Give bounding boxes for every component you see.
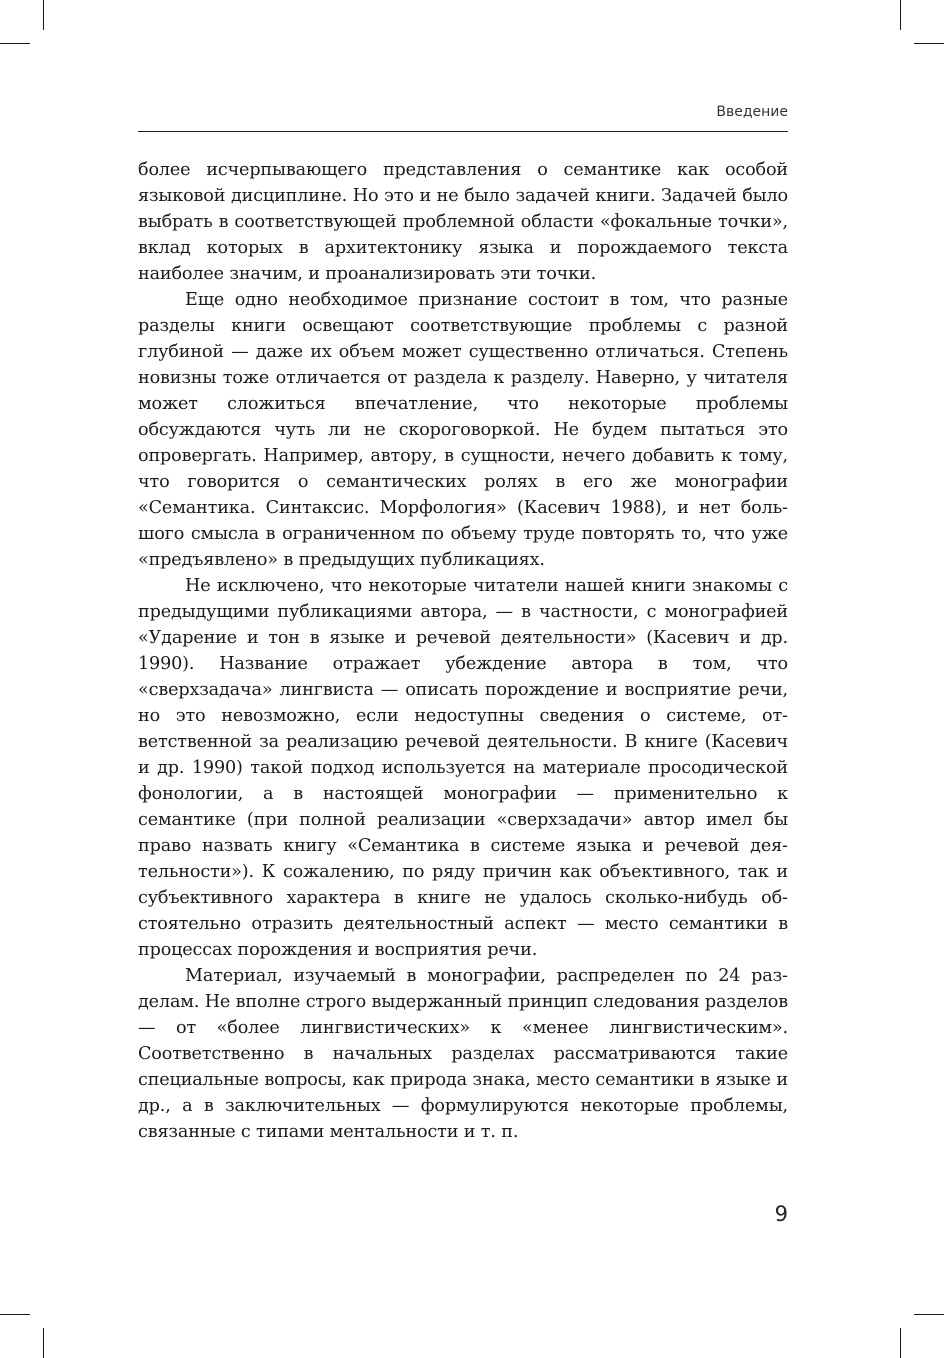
crop-mark-top-left-vertical bbox=[43, 0, 44, 30]
crop-mark-bottom-right-vertical bbox=[900, 1328, 901, 1358]
paragraph-3: Не исключено, что некоторые читатели нашей книги знакомы с предыдущими публикациями автора, — в частности, с монографией «Ударение и тон в языке и речевой деятельности» (Касевич и др. 1990). Название отражает убеждение автора в том, что «сверхзадача» лингвиста — описать порождение и восприятие речи, но это невозможно, если недоступны сведения о системе, ответственной за реализацию речевой деятельности. В книге (Касевич и др. 1990) такой подход используется на материале просодической фонологии, а в настоящей монографии — применительно к семантике (при полной реализации «сверхзадачи» автор имел бы право назвать книгу «Семантика в системе языка и речевой деятельности»). К сожалению, по ряду причин как объективного, так и субъективного характера в книге не удалось сколько-нибудь обстоятельно отразить деятельностный аспект — место семантики в процессах порождения и восприятия речи. bbox=[138, 576, 788, 960]
paragraph-1: более исчерпывающего представления о семантике как особой языковой дисциплине. Но это и не было задачей книги. Задачей было выбрать в соответствующей проблемной области «фокальные точки», вклад которых в архитектонику языка и порождаемого текста наиболее значим, и проанализировать эти точки. bbox=[138, 160, 788, 284]
paragraph-2: Еще одно необходимое признание состоит в том, что разные разделы книги освещают соответствующие проблемы с разной глубиной — даже их объем может существенно отличаться. Степень новизны тоже отличается от раздела к разделу. Наверно, у читателя может сложиться впечатление, что некоторые проблемы обсуждаются чуть ли не скороговоркой. Не будем пытаться это опровергать. Например, автору, в сущности, нечего добавить к тому, что говорится о семантических ролях в его же монографии «Семантика. Синтаксис. Морфология» (Касевич 1988), и нет большого смысла в ограниченном по объему труде повторять то, что уже «предъявлено» в предыдущих публикациях. bbox=[138, 290, 788, 570]
crop-mark-top-right-horizontal bbox=[914, 43, 944, 44]
paragraph-4: Материал, изучаемый в монографии, распределен по 24 разделам. Не вполне строго выдержанный принцип следования разделов — от «более лингвистических» к «менее лингвистическим». Соответственно в начальных разделах рассматриваются такие специальные вопросы, как природа знака, место семантики в языке и др., а в заключительных — формулируются некоторые проблемы, связанные с типами ментальности и т. п. bbox=[138, 966, 788, 1142]
running-header: Введение bbox=[716, 104, 788, 120]
body-text bbox=[138, 157, 788, 1145]
page-number: 9 bbox=[774, 1202, 788, 1226]
header-rule bbox=[138, 131, 788, 132]
crop-mark-top-left-horizontal bbox=[0, 43, 30, 44]
crop-mark-bottom-left-horizontal bbox=[0, 1314, 30, 1315]
crop-mark-top-right-vertical bbox=[900, 0, 901, 30]
crop-mark-bottom-left-vertical bbox=[43, 1328, 44, 1358]
crop-mark-bottom-right-horizontal bbox=[914, 1314, 944, 1315]
